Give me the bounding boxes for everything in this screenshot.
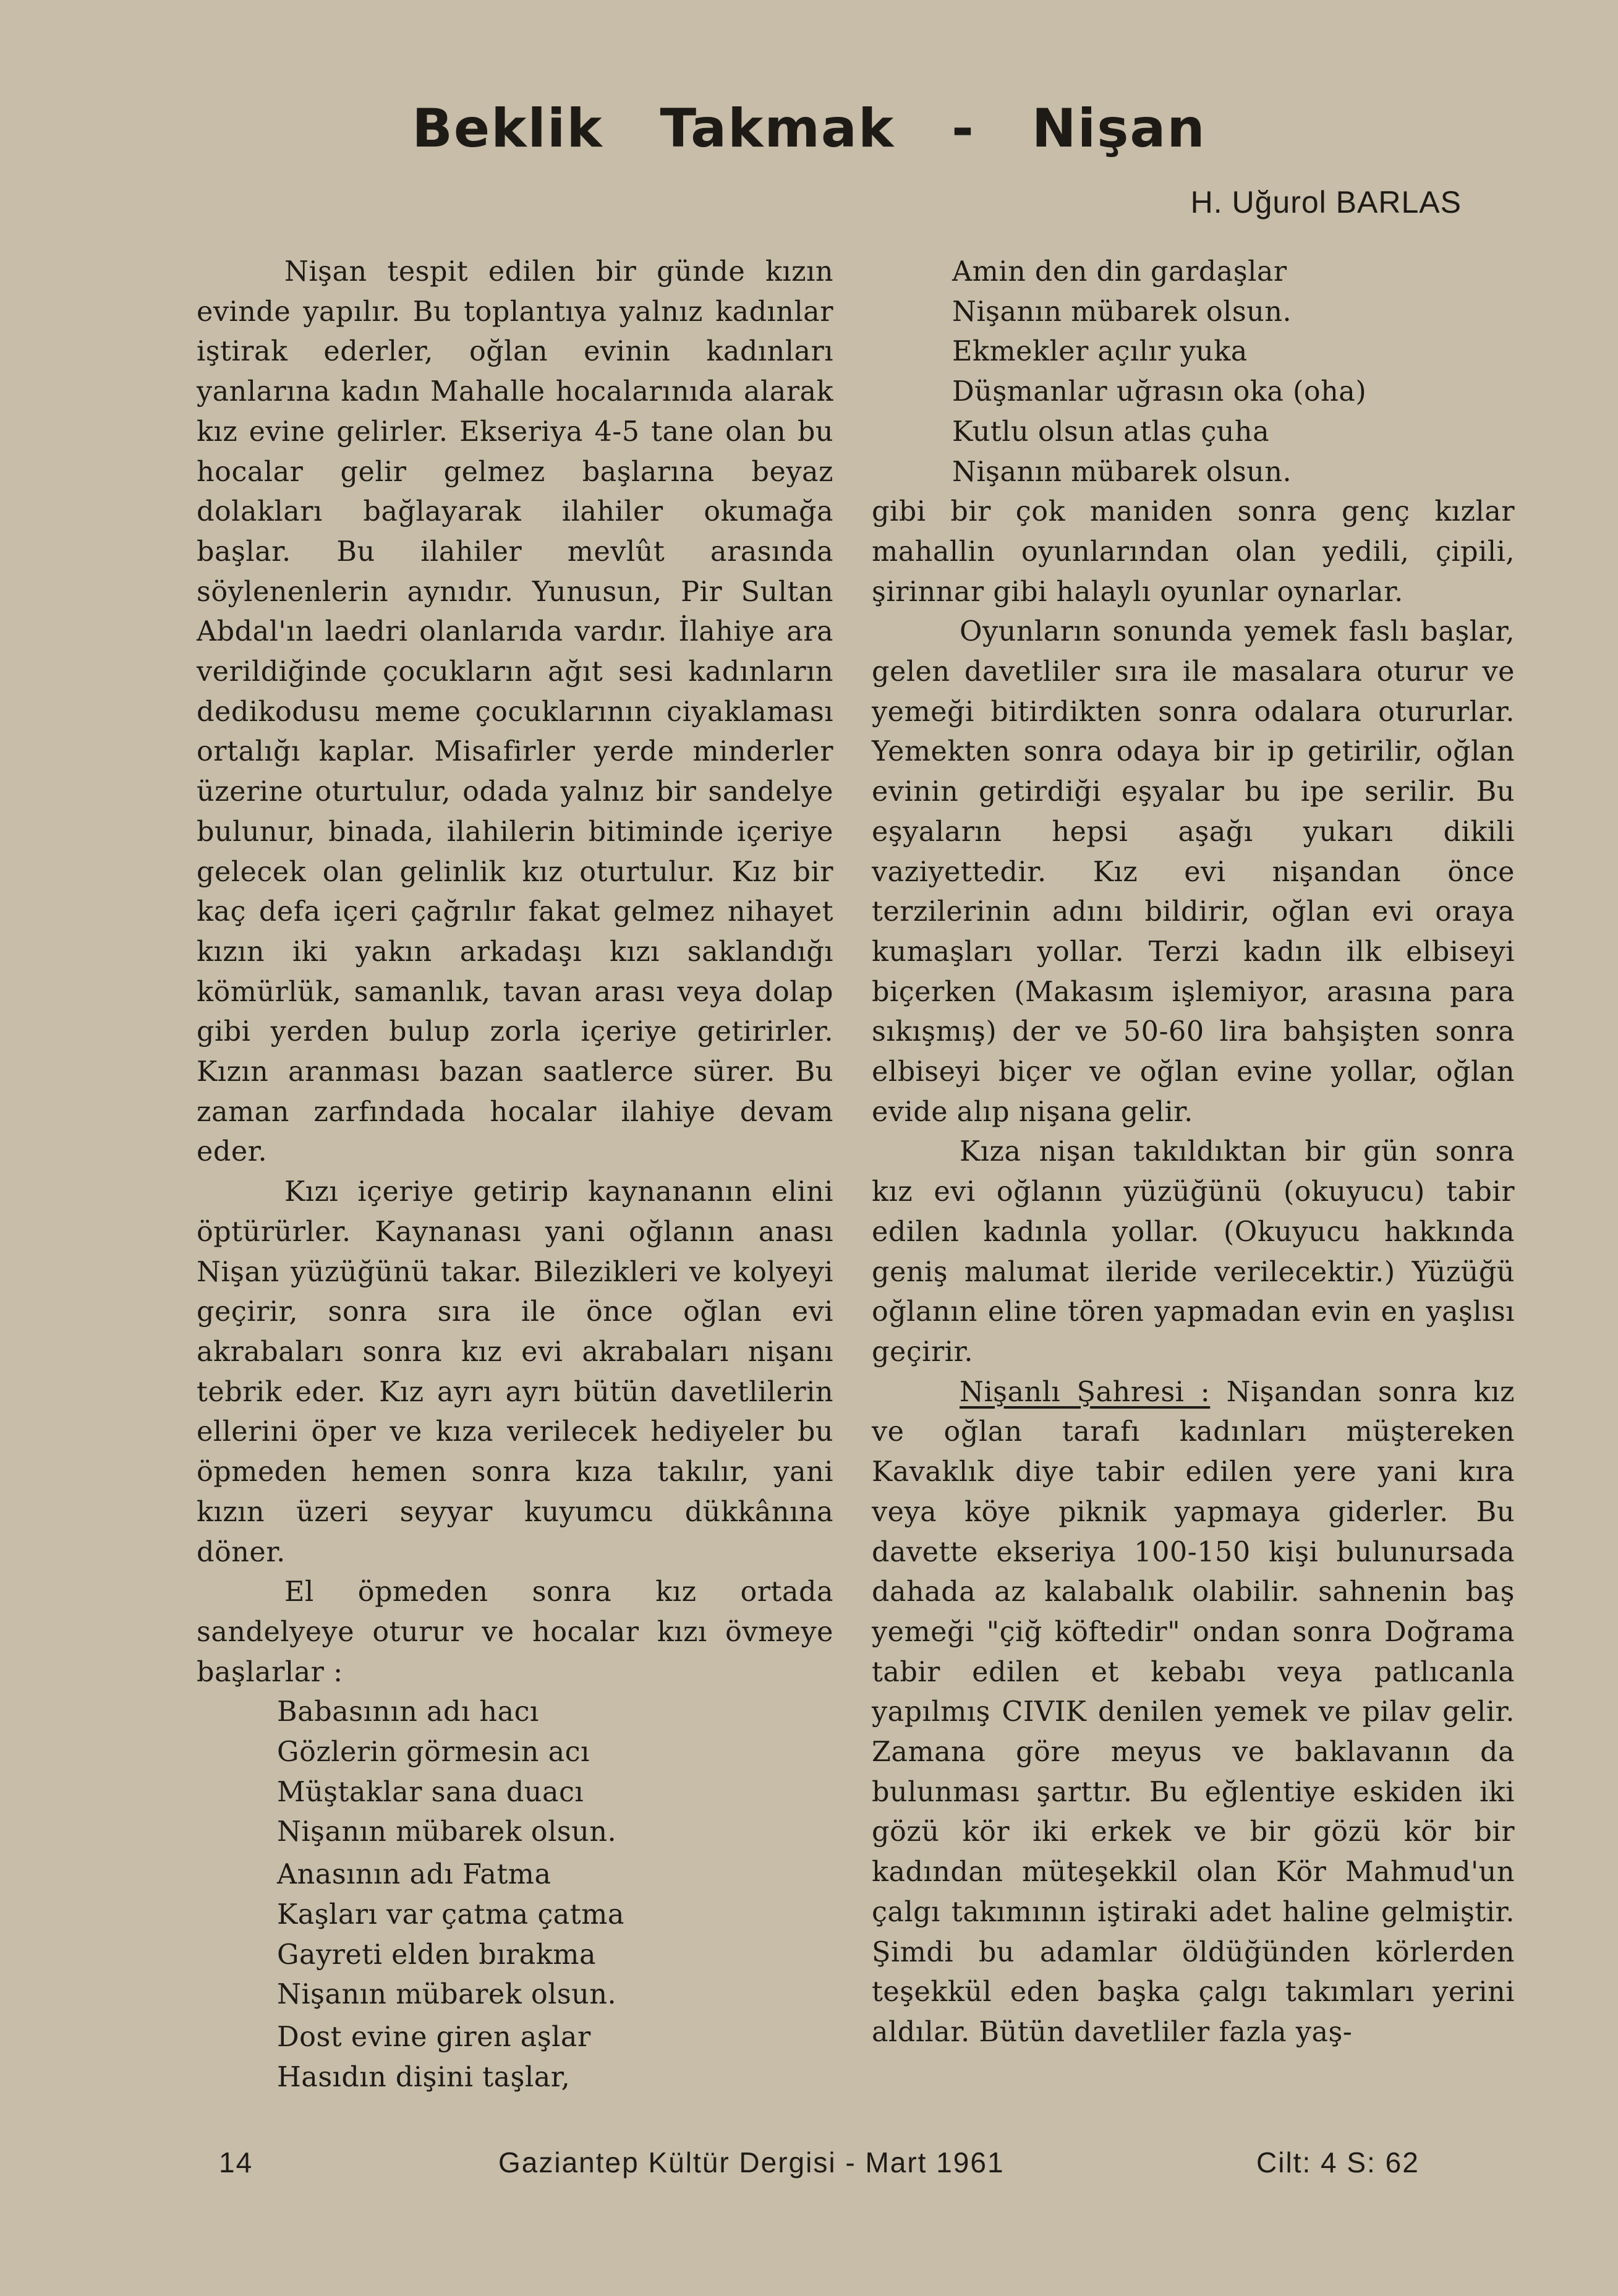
- poem-line: Gayreti elden bırakma: [277, 1939, 596, 1971]
- article-author: H. Uğurol BARLAS: [1190, 185, 1462, 220]
- article-title: Beklik Takmak - Nişan: [412, 98, 1206, 160]
- paragraph: Kızı içeriye getirip kaynananın elini öptürürler. Kaynanası yani oğlanın anası Nişan yüzüğünü takar. Bilezikleri ve kolyeyi geçirir, sonra sıra ile önce oğlan evi akrabaları sonra kız evi akrabaları nişanı tebrik eder. Kız ayrı ayrı bütün davetlilerin ellerini öper ve kıza verilecek hediyeler bu öpmeden hemen sonra kıza takılır, yani kızın üzeri seyyar kuyumcu dükkânına döner.: [197, 1176, 833, 1568]
- poem-line: Ekmekler açılır yuka: [952, 336, 1248, 368]
- poem-line: Nişanın mübarek olsun.: [952, 296, 1292, 328]
- poem-line: Nişanın mübarek olsun.: [277, 1979, 617, 2011]
- paragraph: Nişan tespit edilen bir günde kızın evinde yapılır. Bu toplantıya yalnız kadınlar iştirak ederler, oğlan evinin kadınları yanlarına kadın Mahalle hocalarınıda alarak kız evine gelirler. Ekseriya 4-5 tane olan bu hocalar gelir gelmez başlarına beyaz dolakları bağlayarak ilahiler okumağa başlar. Bu ilahiler mevlût arasında söylenenlerin aynıdır. Yunusun, Pir Sultan Abdal'ın laedri olanlarıda vardır. İlahiye ara verildiğinde çocukların ağıt sesi kadınların dedikodusu meme çocuklarının ciyaklaması ortalığı kaplar. Misafirler yerde minderler üzerine oturtulur, odada yalnız bir sandelye bulunur, binada, ilahilerin bitiminde içeriye gelecek olan gelinlik kız oturtulur. Kız bir kaç defa içeri çağrılır fakat gelmez nihayet kızın iki yakın arkadaşı kızı saklandığı kömürlük, samanlık, tavan arası veya dolap gibi yerden bulup zorla içeriye getirirler. Kızın aranması bazan saatlerce sürer. Bu zaman zarfındada hocalar ilahiye devam eder.: [197, 256, 833, 1168]
- journal-name: Gaziantep Kültür Dergisi - Mart 1961: [498, 2146, 1005, 2179]
- poem-line: Babasının adı hacı: [277, 1696, 539, 1728]
- paragraph: [872, 1373, 1515, 2053]
- poem-stanza: [872, 252, 1515, 492]
- poem-stanza: [197, 2018, 833, 2098]
- section-heading: Nişanlı Şahresi :: [960, 1376, 1211, 1408]
- paragraph-text: Nişandan sonra kız ve oğlan tarafı kadınları müştereken Kavaklık diye tabir edilen yere yani kıra veya köye piknik yapmaya giderler. Bu davette ekseriya 100-150 kişi bulunursada dahada az kalabalık olabilir. sahnenin baş yemeği "çiğ köftedir" ondan sonra Doğrama tabir edilen et kebabı veya patlıcanla yapılmış CIVIK denilen yemek ve pilav gelir. Zamana göre meyus ve baklavanın da bulunması şarttır. Bu eğlentiye eskiden iki gözü kör iki erkek ve bir gözü kör bir kadından müteşekkil olan Kör Mahmud'un çalgı takımının iştiraki adet haline gelmiştir. Şimdi bu adamlar öldüğünden körlerden teşekkül eden başka çalgı takımları yerini aldılar. Bütün davetliler fazla yaş-: [872, 1376, 1515, 2048]
- poem-line: Amin den din gardaşlar: [952, 256, 1287, 288]
- poem-line: Kaşları var çatma çatma: [277, 1898, 624, 1931]
- poem-line: Gözlerin görmesin acı: [277, 1736, 590, 1769]
- poem-line: Anasının adı Fatma: [277, 1859, 551, 1891]
- left-column: [197, 252, 833, 2100]
- poem-line: Nişanın mübarek olsun.: [952, 456, 1292, 488]
- volume-issue: Cilt: 4 S: 62: [1256, 2146, 1420, 2179]
- poem-line: Hasıdın dişini taşlar,: [277, 2061, 571, 2093]
- page-number: 14: [219, 2146, 253, 2179]
- poem-stanza: [197, 1855, 833, 2015]
- poem-line: Kutlu olsun atlas çuha: [952, 416, 1270, 448]
- paragraph: Oyunların sonunda yemek faslı başlar, gelen davetliler sıra ile masalara oturur ve yemeği bitirdikten sonra odalara otururlar. Yemekten sonra odaya bir ip getirilir, oğlan evinin getirdiği eşyalar bu ipe serilir. Bu eşyaların hepsi aşağı yukarı dikili vaziyettedir. Kız evi nişandan önce terzilerinin adını bildirir, oğlan evi oraya kumaşları yollar. Terzi kadın ilk elbiseyi biçerken (Makasım işlemiyor, arasına para sıkışmış) der ve 50-60 lira bahşişten sonra elbiseyi biçer ve oğlan evine yollar, oğlan evide alıp nişana gelir.: [872, 616, 1515, 1128]
- paragraph: gibi bir çok maniden sonra genç kızlar mahallin oyunlarından olan yedili, çipili, şirinnar gibi halaylı oyunlar oynarlar.: [872, 496, 1515, 608]
- poem-line: Müştaklar sana duacı: [277, 1776, 584, 1808]
- poem-line: Düşmanlar uğrasın oka (oha): [952, 376, 1367, 408]
- poem-line: Dost evine giren aşlar: [277, 2021, 591, 2053]
- paragraph: El öpmeden sonra kız ortada sandelyeye oturur ve hocalar kızı övmeye başlarlar :: [197, 1576, 833, 1688]
- poem-line: Nişanın mübarek olsun.: [277, 1816, 617, 1848]
- right-column: [872, 252, 1515, 2053]
- poem-stanza: [197, 1692, 833, 1853]
- paragraph: Kıza nişan takıldıktan bir gün sonra kız evi oğlanın yüzüğünü (okuyucu) tabir edilen kadınla yollar. (Okuyucu hakkında geniş malumat ileride verilecektir.) Yüzüğü oğlanın eline tören yapmadan evin en yaşlısı geçirir.: [872, 1136, 1515, 1368]
